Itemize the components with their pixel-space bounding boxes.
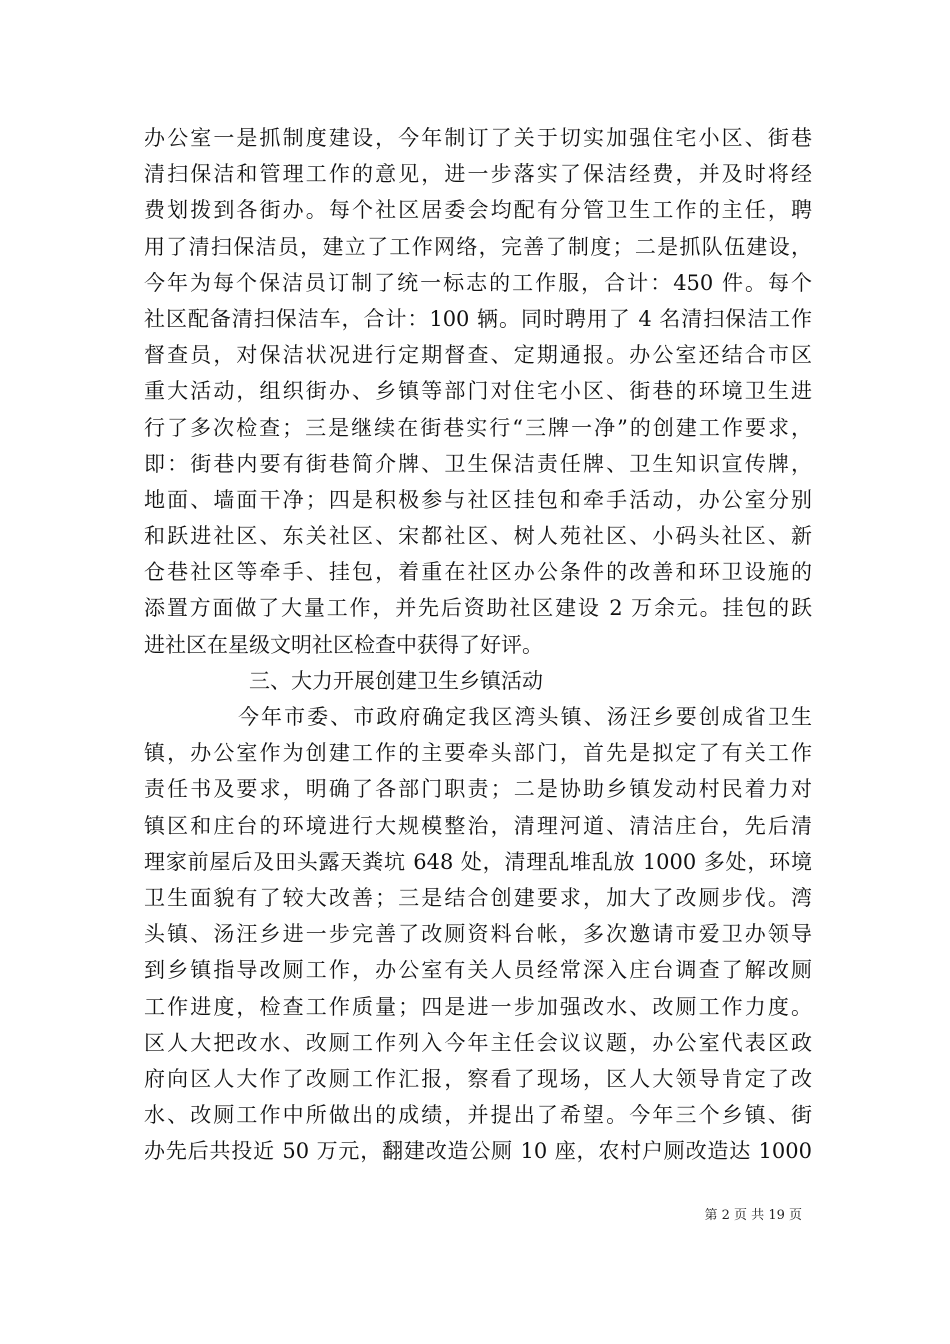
text-line: 区人大把改水、改厕工作列入今年主任会议议题，办公室代表区政 [144, 1030, 812, 1055]
text-line: 镇区和庄台的环境进行大规模整治，清理河道、清洁庄台，先后清 [144, 813, 812, 838]
text-line: 社区配备清扫保洁车，合计：100 辆。同时聘用了 4 名清扫保洁工作 [144, 306, 812, 331]
page-number: 第 2 页 共 19 页 [704, 1208, 802, 1223]
text-line: 办先后共投近 50 万元，翻建改造公厕 10 座，农村户厕改造达 1000 [144, 1139, 812, 1164]
text-line: 水、改厕工作中所做出的成绩，并提出了希望。今年三个乡镇、街 [144, 1103, 812, 1128]
text-line: 费划拨到各街办。每个社区居委会均配有分管卫生工作的主任，聘 [144, 198, 812, 223]
text-line: 用了清扫保洁员，建立了工作网络，完善了制度；二是抓队伍建设， [144, 234, 812, 259]
text-line: 清扫保洁和管理工作的意见，进一步落实了保洁经费，并及时将经 [144, 162, 812, 187]
text-line: 和跃进社区、东关社区、宋都社区、树人苑社区、小码头社区、新 [144, 524, 812, 549]
paragraph-1 [144, 120, 812, 663]
text-line: 工作进度，检查工作质量；四是进一步加强改水、改厕工作力度。 [144, 994, 812, 1019]
text-line: 重大活动，组织街办、乡镇等部门对住宅小区、街巷的环境卫生进 [144, 379, 812, 404]
text-line: 办公室一是抓制度建设，今年制订了关于切实加强住宅小区、街巷 [144, 126, 812, 150]
text-line: 头镇、汤汪乡进一步完善了改厕资料台帐，多次邀请市爱卫办领导 [144, 922, 812, 947]
document-body [144, 120, 812, 1169]
text-line: 进社区在星级文明社区检查中获得了好评。 [144, 632, 543, 657]
text-line: 今年市委、市政府确定我区湾头镇、汤汪乡要创成省卫生 [238, 705, 812, 729]
paragraph-2 [144, 699, 812, 1169]
text-line: 督查员，对保洁状况进行定期督查、定期通报。办公室还结合市区 [144, 343, 812, 368]
text-line: 添置方面做了大量工作，并先后资助社区建设 2 万余元。挂包的跃 [144, 596, 812, 621]
section-heading: 三、大力开展创建卫生乡镇活动 [249, 668, 543, 693]
text-line: 卫生面貌有了较大改善；三是结合创建要求，加大了改厕步伐。湾 [144, 885, 812, 910]
text-line: 地面、墙面干净；四是积极参与社区挂包和牵手活动，办公室分别 [144, 487, 812, 512]
text-line: 今年为每个保洁员订制了统一标志的工作服，合计：450 件。每个 [144, 270, 812, 295]
text-line: 行了多次检查；三是继续在街巷实行“三牌一净”的创建工作要求， [144, 415, 812, 440]
text-line: 镇，办公室作为创建工作的主要牵头部门，首先是拟定了有关工作 [144, 741, 812, 766]
text-line: 到乡镇指导改厕工作，办公室有关人员经常深入庄台调查了解改厕 [144, 958, 812, 983]
text-line: 责任书及要求，明确了各部门职责；二是协助乡镇发动村民着力对 [144, 777, 812, 802]
text-line: 府向区人大作了改厕工作汇报，察看了现场，区人大领导肯定了改 [144, 1066, 812, 1091]
text-line: 即：街巷内要有街巷简介牌、卫生保洁责任牌、卫生知识宣传牌， [144, 451, 812, 476]
text-line: 理家前屋后及田头露天粪坑 648 处，清理乱堆乱放 1000 多处，环境 [144, 849, 812, 874]
text-line: 仓巷社区等牵手、挂包，着重在社区办公条件的改善和环卫设施的 [144, 560, 812, 585]
